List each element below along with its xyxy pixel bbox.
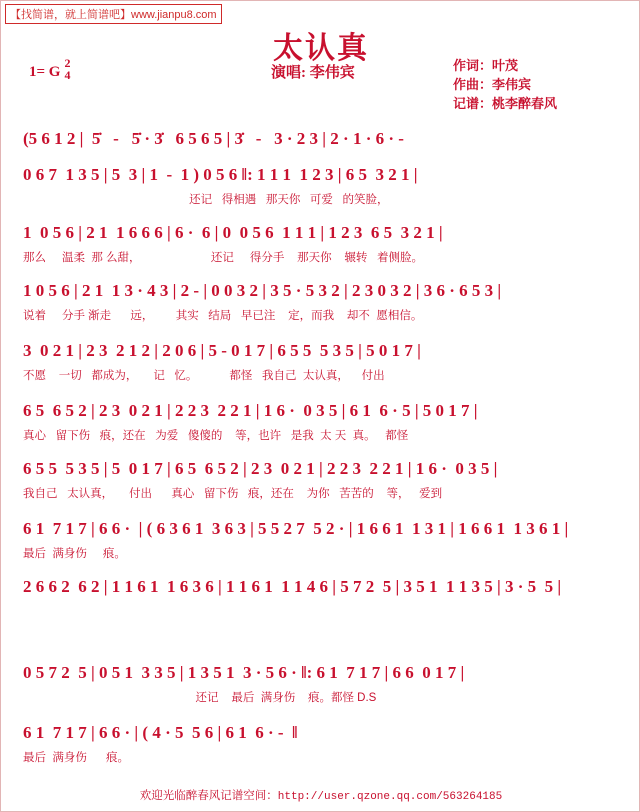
staff-line: (5 6 1 2 | 5̇ - 5̇ · 3̇ 6 5 6 5 | 3̇ - 3 · 2 3 | 2 · 1 · 6 · - [23,129,404,148]
singer-label: 演唱: 李伟宾 [271,65,355,81]
staff-line: 6 5 5 5 3 5 | 5 0 1 7 | 6 5 6 5 2 | 2 3 0 2 1 | 2 2 3 2 2 1 | 1 6 · 0 3 5 | [23,459,498,478]
staff-line: 1 0 5 6 | 2 1 1 6 6 6 | 6 · 6 | 0 0 5 6 1 1 1 | 1 2 3 6 5 3 2 1 | [23,223,443,242]
lyric-line: 那么 温柔 那 么甜， 还记 得分手 那天你 辗转 着侧脸。 [23,252,423,264]
footer-text: 欢迎光临醉春风记谱空间： [139,790,278,802]
staff-line: 1 0 5 6 | 2 1 1 3 · 4 3 | 2 - | 0 0 3 2 | 3 5 · 5 3 2 | 2 3 0 3 2 | 3 6 · 6 5 3 | [23,281,502,300]
staff-line: 0 6 7 1 3 5 | 5 3 | 1 - 1 ) 0 5 6 ‖: 1 1 1 1 2 3 | 6 5 3 2 1 | [23,165,418,184]
key-signature [29,58,70,81]
staff-line: 3 0 2 1 | 2 3 2 1 2 | 2 0 6 | 5 - 0 1 7 | 6 5 5 5 3 5 | 5 0 1 7 | [23,341,421,360]
site-banner: 【找简谱，就上简谱吧】www.jianpu8.com [5,4,222,24]
lyric-line: 我自己 太认真， 付出 真心 留下伤 痕，还在 为你 苦苦的 等， 爱到 [23,488,443,500]
staff-line: 6 1 7 1 7 | 6 6 · | ( 6 3 6 1 3 6 3 | 5 5 2 7 5 2 · | 1 6 6 1 1 3 1 | 1 6 6 1 1 3 6 1 | [23,519,569,538]
page-title: 太认真 [273,32,369,65]
lyric-line: 最后 满身伤 痕。 [23,752,130,764]
footer-note [1,787,640,803]
lyric-line: 不愿 一切 都成为， 记 忆。 都怪 我自己 太认真， 付出 [23,370,385,382]
time-signature [64,58,70,81]
lyric-line: 真心 留下伤 痕，还在 为爱 傻傻的 等，也许 是我 太 天 真。 都怪 [23,430,409,442]
staff-line: 6 5 6 5 2 | 2 3 0 2 1 | 2 2 3 2 2 1 | 1 6 · 0 3 5 | 6 1 6 · 5 | 5 0 1 7 | [23,401,478,420]
lyric-line: 还记 最后 满身伤 痕。都怪 D.S [23,692,377,704]
time-denominator: 4 [64,68,71,82]
lyric-line: 最后 满身伤 痕。 [23,548,126,560]
footer-url[interactable]: http://user.qzone.qq.com/563264185 [277,791,503,803]
credits-block [453,56,557,113]
lyric-line: 还记 得相遇 那天你 可爱 的笑脸， [23,194,389,206]
staff-line: 6 1 7 1 7 | 6 6 · | ( 4 · 5 5 6 | 6 1 6 · - ‖ [23,723,298,742]
credit-composer: 作曲：李伟宾 [453,77,532,92]
key-signature-text: 1= G [29,64,61,80]
credit-lyricist: 作词：叶茂 [453,58,519,73]
staff-line: 0 5 7 2 5 | 0 5 1 3 3 5 | 1 3 5 1 3 · 5 6 · ‖: 6 1 7 1 7 | 6 6 0 1 7 | [23,663,465,682]
staff-line: 2 6 6 2 6 2 | 1 1 6 1 1 6 3 6 | 1 1 6 1 1 1 4 6 | 5 7 2 5 | 3 5 1 1 1 3 5 | 3 · 5 5 | [23,577,562,596]
credit-transcriber: 记谱：桃李醉春风 [453,96,558,111]
lyric-line: 说着 分手 渐走 远， 其实 结局 早已注 定，而我 却不 愿相信。 [23,310,423,322]
time-numerator: 2 [64,56,71,70]
